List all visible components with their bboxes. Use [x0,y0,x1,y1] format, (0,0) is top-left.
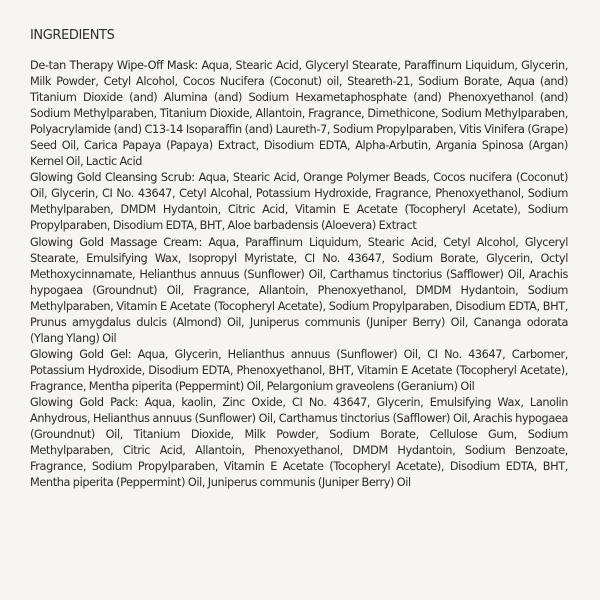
product-name: De-tan Therapy Wipe-Off Mask: [30,59,198,72]
product-name: Glowing Gold Pack: [30,395,139,409]
product-name: Glowing Gold Gel: [30,347,132,361]
ingredient-text: Aqua, Stearic Acid, Orange Polymer Beads, Cocos nucifera (Coconut) Oil, Glycerin, CI No. 43647, Cetyl Alcohal, Potassium Hydroxide, Fragrance, Phenoxyethanol, Sodium Methylparaben, DMDM Hydantoin, Citric Acid, Vitamin E Acetate (Tocopheryl Acetate), Sodium Propylparaben, Disodium EDTA, BHT, Aloe barbadensis (Aloevera) Extract [30,171,569,233]
product-name: Glowing Gold Cleansing Scrub: [30,171,195,185]
ingredient-text: Aqua, Stearic Acid, Glyceryl Stearate, Paraffinum Liquidum, Glycerin, Milk Powder, Cetyl Alcohol, Cocos Nucifera (Coconut) oil, Steareth-21, Sodium Borate, Aqua (and) Titanium Dioxide (and) Alumina (and) Sodium Hexametaphosphate (and) Phenoxyethanol (and) Sodium Methylparaben, Titanium Dioxide, Allantoin, Fragrance, Dimethicone, Sodium Methylparaben, Polyacrylamide (and) C13-14 Isoparaffin (and) Laureth-7, Sodium Propylparaben, Vitis Vinifera (Grape) Seed Oil, Carica Papaya (Papaya) Extract, Disodium EDTA, Alpha-Arbutin, Argania Spinosa (Argan) Kernel Oil, Lactic Acid [30,59,569,169]
product-ingredients-massage-cream [30,235,568,347]
product-ingredients-detan-mask [30,58,568,170]
ingredient-text: Aqua, kaolin, Zinc Oxide, CI No. 43647, Glycerin, Emulsifying Wax, Lanolin Anhydrous, Helianthus annuus (Sunflower) Oil, Carthamus tinctorius (Safflower) Oil, Arachis hypogaea (Groundnut) Oil, Titanium Dioxide, Milk Powder, Sodium Borate, Cellulose Gum, Sodium Methylparaben, Citric Acid, Allantoin, Phenoxyethanol, DMDM Hydantoin, Sodium Benzoate, Fragrance, Sodium Propylparaben, Vitamin E Acetate (Tocopheryl Acetate), Disodium EDTA, BHT, Mentha piperita (Peppermint) Oil, Juniperus communis (Juniper Berry) Oil [30,395,569,490]
product-ingredients-gel [30,347,568,395]
product-ingredients-cleansing-scrub [30,170,568,234]
product-ingredients-pack [30,395,568,491]
ingredients-list [30,58,568,491]
product-name: Glowing Gold Massage Cream: [30,235,202,249]
ingredient-text: Aqua, Glycerin, Helianthus annuus (Sunflower) Oil, CI No. 43647, Carbomer, Potassium Hydroxide, Disodium EDTA, Phenoxyethanol, BHT, Vitamin E Acetate (Tocopheryl Acetate), Fragrance, Mentha piperita (Peppermint) Oil, Pelargonium graveolens (Geranium) Oil [30,347,569,393]
ingredient-text: Aqua, Paraffinum Liquidum, Stearic Acid, Cetyl Alcohol, Glyceryl Stearate, Emulsifying Wax, Isopropyl Myristate, CI No. 43647, Sodium Borate, Glycerin, Octyl Methoxycinnamate, Helianthus annuus (Sunflower) Oil, Carthamus tinctorius (Safflower) Oil, Arachis hypogaea (Groundnut) Oil, Fragrance, Allantoin, Phenoxyethanol, DMDM Hydantoin, Sodium Methylparaben, Vitamin E Acetate (Tocopheryl Acetate), Sodium Propylparaben, Disodium EDTA, BHT, Prunus amygdalus dulcis (Almond) Oil, Juniperus communis (Juniper Berry) Oil, Cananga odorata (Ylang Ylang) Oil [30,235,568,345]
ingredients-heading: INGREDIENTS [30,28,115,43]
